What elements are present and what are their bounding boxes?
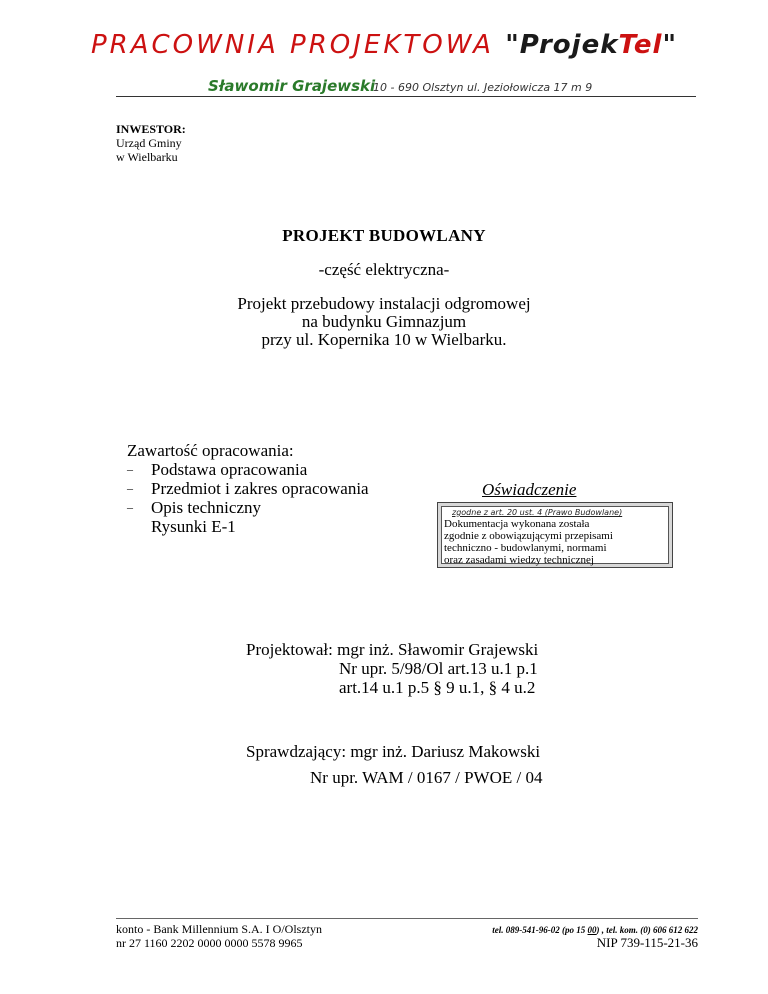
project-desc-line-1: Projekt przebudowy instalacji odgromowej xyxy=(237,294,531,313)
contents-item: – Przedmiot i zakres opracowania xyxy=(127,479,369,498)
document-type: PROJEKT BUDOWLANY xyxy=(282,226,486,245)
statement-line-3: techniczno - budowlanymi, normami xyxy=(444,542,607,554)
author-name: Sławomir Grajewski xyxy=(208,77,376,95)
footer-phone-b: ) , tel. kom. (0) 606 612 622 xyxy=(596,925,698,935)
contents-item: – Podstawa opracowania xyxy=(127,460,369,479)
contents-heading: Zawartość opracowania: xyxy=(127,441,294,460)
footer-bank-line-2: nr 27 1160 2202 0000 0000 5578 9965 xyxy=(116,936,303,950)
document-part: -część elektryczna- xyxy=(318,260,450,279)
company-title-text: PRACOWNIA PROJEKTOWA xyxy=(90,30,506,60)
contents-list xyxy=(127,441,369,536)
footer-bank-line-1: konto - Bank Millennium S.A. I O/Olsztyn xyxy=(116,922,322,936)
statement-line-2: zgodnie z obowiązującymi przepisami xyxy=(444,530,613,542)
footer-phone-sup: 00 xyxy=(587,925,597,935)
investor-block xyxy=(116,122,186,164)
designer-line-3: art.14 u.1 p.5 § 9 u.1, § 4 u.2 xyxy=(339,678,536,697)
footer-nip: NIP 739-115-21-36 xyxy=(596,935,698,950)
brand-part-close: " xyxy=(662,30,677,60)
brand-part-1: "Projek xyxy=(505,30,619,60)
project-desc-line-2: na budynku Gimnazjum xyxy=(301,312,467,331)
investor-line-2: w Wielbarku xyxy=(116,150,178,164)
investor-label: INWESTOR: xyxy=(116,122,186,136)
statement-reference: zgodne z art. 20 ust. 4 (Prawo Budowlane) xyxy=(452,508,623,517)
footer-phone xyxy=(492,925,698,935)
header-rule xyxy=(116,78,696,97)
statement-line-4: oraz zasadami wiedzy technicznej xyxy=(444,554,594,566)
statement-line-1: Dokumentacja wykonana została xyxy=(444,518,590,530)
designer-line-1: Projektował: mgr inż. Sławomir Grajewski xyxy=(246,640,539,659)
statement-inner xyxy=(441,506,669,564)
designer-line-2: Nr upr. 5/98/Ol art.13 u.1 p.1 xyxy=(339,659,538,678)
company-brand xyxy=(505,30,677,60)
project-desc-line-3: przy ul. Kopernika 10 w Wielbarku. xyxy=(261,330,507,349)
brand-part-t: T xyxy=(618,30,634,60)
brand-part-el: el xyxy=(633,30,663,60)
statement-title: Oświadczenie xyxy=(482,480,577,499)
project-description xyxy=(0,295,768,349)
checker-line-1: Sprawdzający: mgr inż. Dariusz Makowski xyxy=(246,742,541,761)
contents-item: – Opis techniczny xyxy=(127,498,369,517)
footer-rule xyxy=(116,918,698,919)
contents-item-drawings: Rysunki E-1 xyxy=(151,517,236,536)
designer-block xyxy=(246,640,538,697)
checker-block xyxy=(246,742,543,787)
footer-bank xyxy=(116,922,322,950)
company-address: 10 - 690 Olsztyn ul. Jeziołowicza 17 m 9 xyxy=(373,81,593,94)
footer-phone-a: tel. 089-541-96-02 (po 15 xyxy=(492,925,588,935)
checker-line-2: Nr upr. WAM / 0167 / PWOE / 04 xyxy=(310,768,543,787)
investor-line-1: Urząd Gminy xyxy=(116,136,182,150)
statement-box xyxy=(437,502,673,568)
company-title xyxy=(0,30,768,60)
